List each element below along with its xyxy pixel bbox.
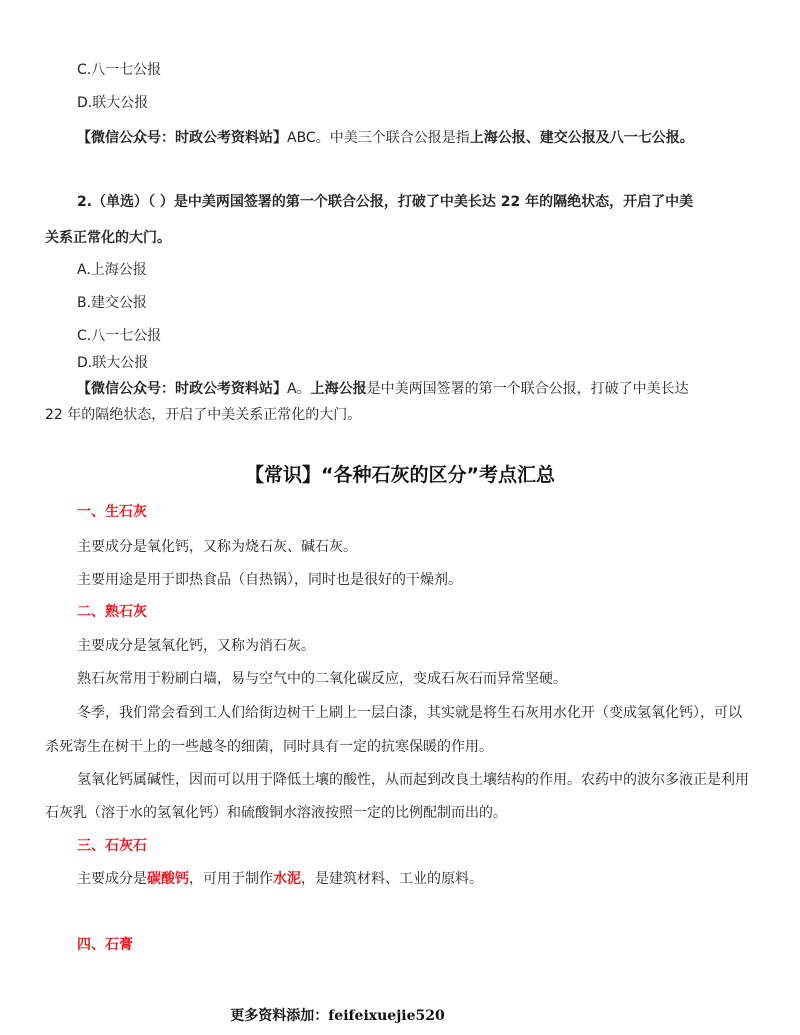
limestone-highlight-calcium-carbonate: 碳酸钙: [147, 871, 189, 887]
slaked-lime-para3-line1: 冬季，我们常会看到工人们给街边树干上刷上一层白漆，其实就是将生石灰用水化开（变成氢氧化钙），可以: [77, 705, 742, 721]
heading-gypsum: 四、石膏: [77, 937, 133, 953]
footer-contact: 更多资料添加：feifeixuejie520: [230, 1008, 445, 1024]
q2-option-c: C.八一七公报: [77, 328, 162, 344]
q2-answer-rest1: 是中美两国签署的第一个联合公报，打破了中美长达: [366, 381, 689, 397]
q1-option-d: D.联大公报: [77, 95, 149, 111]
q1-answer-letters: ABC。中美三个联合公报是指: [287, 130, 470, 146]
q2-answer-line2: 22 年的隔绝状态，开启了中美关系正常化的大门。: [45, 407, 362, 423]
limestone-mid: ，可用于制作: [189, 871, 273, 887]
heading-quicklime: 一、生石灰: [77, 504, 147, 520]
q1-answer-tag: 【微信公众号：时政公考资料站】: [77, 130, 287, 146]
q2-answer-line1: [77, 379, 689, 399]
q1-answer-bold: 上海公报、建交公报及八一七公报。: [469, 130, 694, 146]
q1-answer: [77, 128, 694, 148]
slaked-lime-para3-line2: 杀死寄生在树干上的一些越冬的细菌，同时具有一定的抗寒保暖的作用。: [45, 739, 493, 755]
q2-option-d: D.联大公报: [77, 355, 149, 371]
limestone-post: ，是建筑材料、工业的原料。: [301, 871, 483, 887]
q2-stem-line2: 关系正常化的大门。: [45, 230, 171, 246]
slaked-lime-para4-line1: 氢氧化钙属碱性，因而可以用于降低土壤的酸性，从而起到改良土壤结构的作用。农药中的波尔多液正是利用: [77, 772, 749, 788]
q1-option-c: C.八一七公报: [77, 62, 162, 78]
heading-slaked-lime: 二、熟石灰: [77, 604, 147, 620]
slaked-lime-para4-line2: 石灰乳（溶于水的氢氧化钙）和硫酸铜水溶液按照一定的比例配制而出的。: [45, 805, 507, 821]
q2-answer-tag: 【微信公众号：时政公考资料站】: [77, 381, 287, 397]
quicklime-para2: 主要用途是用于即热食品（自热锅），同时也是很好的干燥剂。: [77, 572, 462, 588]
q2-answer-bold: 上海公报: [310, 381, 367, 397]
q2-stem-line1: 2.（单选）（ ）是中美两国签署的第一个联合公报，打破了中美长达 22 年的隔绝状态，开启了中美: [77, 194, 694, 210]
limestone-highlight-cement: 水泥: [273, 871, 301, 887]
heading-limestone: 三、石灰石: [77, 838, 147, 854]
q2-option-a: A.上海公报: [77, 262, 147, 278]
q2-answer-letter: A。: [287, 381, 311, 397]
quicklime-para1: 主要成分是氧化钙，又称为烧石灰、碱石灰。: [77, 539, 357, 555]
slaked-lime-para2: 熟石灰常用于粉刷白墙，易与空气中的二氧化碳反应，变成石灰石而异常坚硬。: [77, 671, 567, 687]
section-title: 【常识】“各种石灰的区分”考点汇总: [245, 464, 555, 486]
limestone-pre: 主要成分是: [77, 871, 147, 887]
slaked-lime-para1: 主要成分是氢氧化钙，又称为消石灰。: [77, 638, 315, 654]
limestone-para: [77, 869, 483, 889]
q2-option-b: B.建交公报: [77, 295, 148, 311]
